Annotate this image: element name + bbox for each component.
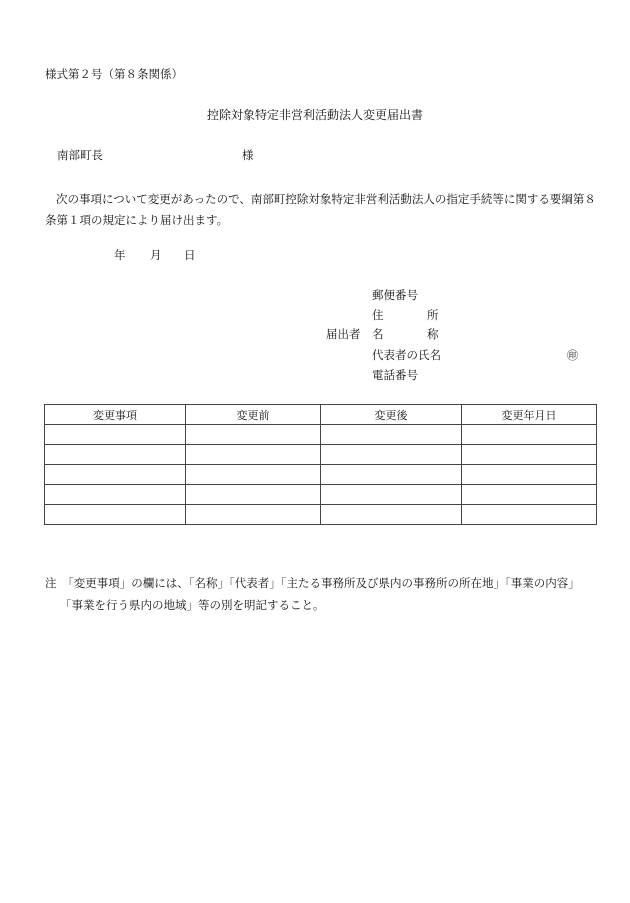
table-row	[45, 505, 597, 525]
name-label-1: 名	[372, 327, 384, 341]
table-row	[45, 485, 597, 505]
table-cell[interactable]	[186, 505, 321, 525]
header-before: 変更前	[186, 405, 321, 425]
addressee: 南部町長	[57, 148, 103, 162]
table-row	[45, 445, 597, 465]
header-after: 変更後	[321, 405, 462, 425]
table-cell[interactable]	[186, 465, 321, 485]
honorific: 様	[242, 148, 254, 162]
address-label-1: 住	[372, 308, 384, 322]
table-header-row	[45, 405, 597, 425]
table-row	[45, 465, 597, 485]
table-cell[interactable]	[462, 445, 597, 465]
form-number: 様式第２号（第８条関係）	[45, 67, 183, 81]
seal-mark: ㊞	[567, 349, 578, 362]
submitter-label: 届出者	[326, 327, 361, 341]
table-cell[interactable]	[321, 505, 462, 525]
phone-label: 電話番号	[372, 368, 418, 382]
body-text: 次の事項について変更があったので、南部町控除対象特定非営利活動法人の指定手続等に関する要綱第８条第１項の規定により届け出ます。	[45, 192, 596, 227]
date-month-label: 月	[150, 248, 162, 262]
address-label-2: 所	[427, 308, 439, 322]
table-cell[interactable]	[45, 485, 186, 505]
table-cell[interactable]	[45, 465, 186, 485]
representative-label: 代表者の氏名	[372, 348, 441, 362]
date-day-label: 日	[184, 248, 196, 262]
table-cell[interactable]	[462, 425, 597, 445]
table-cell[interactable]	[462, 465, 597, 485]
note-line-2: 「事業を行う県内の地域」等の別を明記すること。	[60, 598, 325, 612]
table-cell[interactable]	[462, 485, 597, 505]
table-cell[interactable]	[321, 485, 462, 505]
table-cell[interactable]	[321, 445, 462, 465]
table-cell[interactable]	[186, 445, 321, 465]
postal-code-label: 郵便番号	[372, 288, 418, 302]
document-title: 控除対象特定非営利活動法人変更届出書	[206, 108, 423, 122]
header-change-item: 変更事項	[45, 405, 186, 425]
table-cell[interactable]	[321, 465, 462, 485]
table-cell[interactable]	[186, 485, 321, 505]
header-change-date: 変更年月日	[462, 405, 597, 425]
table-cell[interactable]	[186, 425, 321, 445]
name-label-2: 称	[427, 327, 439, 341]
table-cell[interactable]	[321, 425, 462, 445]
date-year-label: 年	[114, 248, 126, 262]
table-cell[interactable]	[45, 445, 186, 465]
note-line-1: 注 「変更事項」の欄には、「名称」「代表者」「主たる事務所及び県内の事務所の所在地」「事業の内容」	[45, 576, 580, 590]
table-row	[45, 425, 597, 445]
change-table	[44, 404, 597, 525]
table-cell[interactable]	[45, 505, 186, 525]
table-cell[interactable]	[45, 425, 186, 445]
table-cell[interactable]	[462, 505, 597, 525]
note	[45, 572, 605, 616]
